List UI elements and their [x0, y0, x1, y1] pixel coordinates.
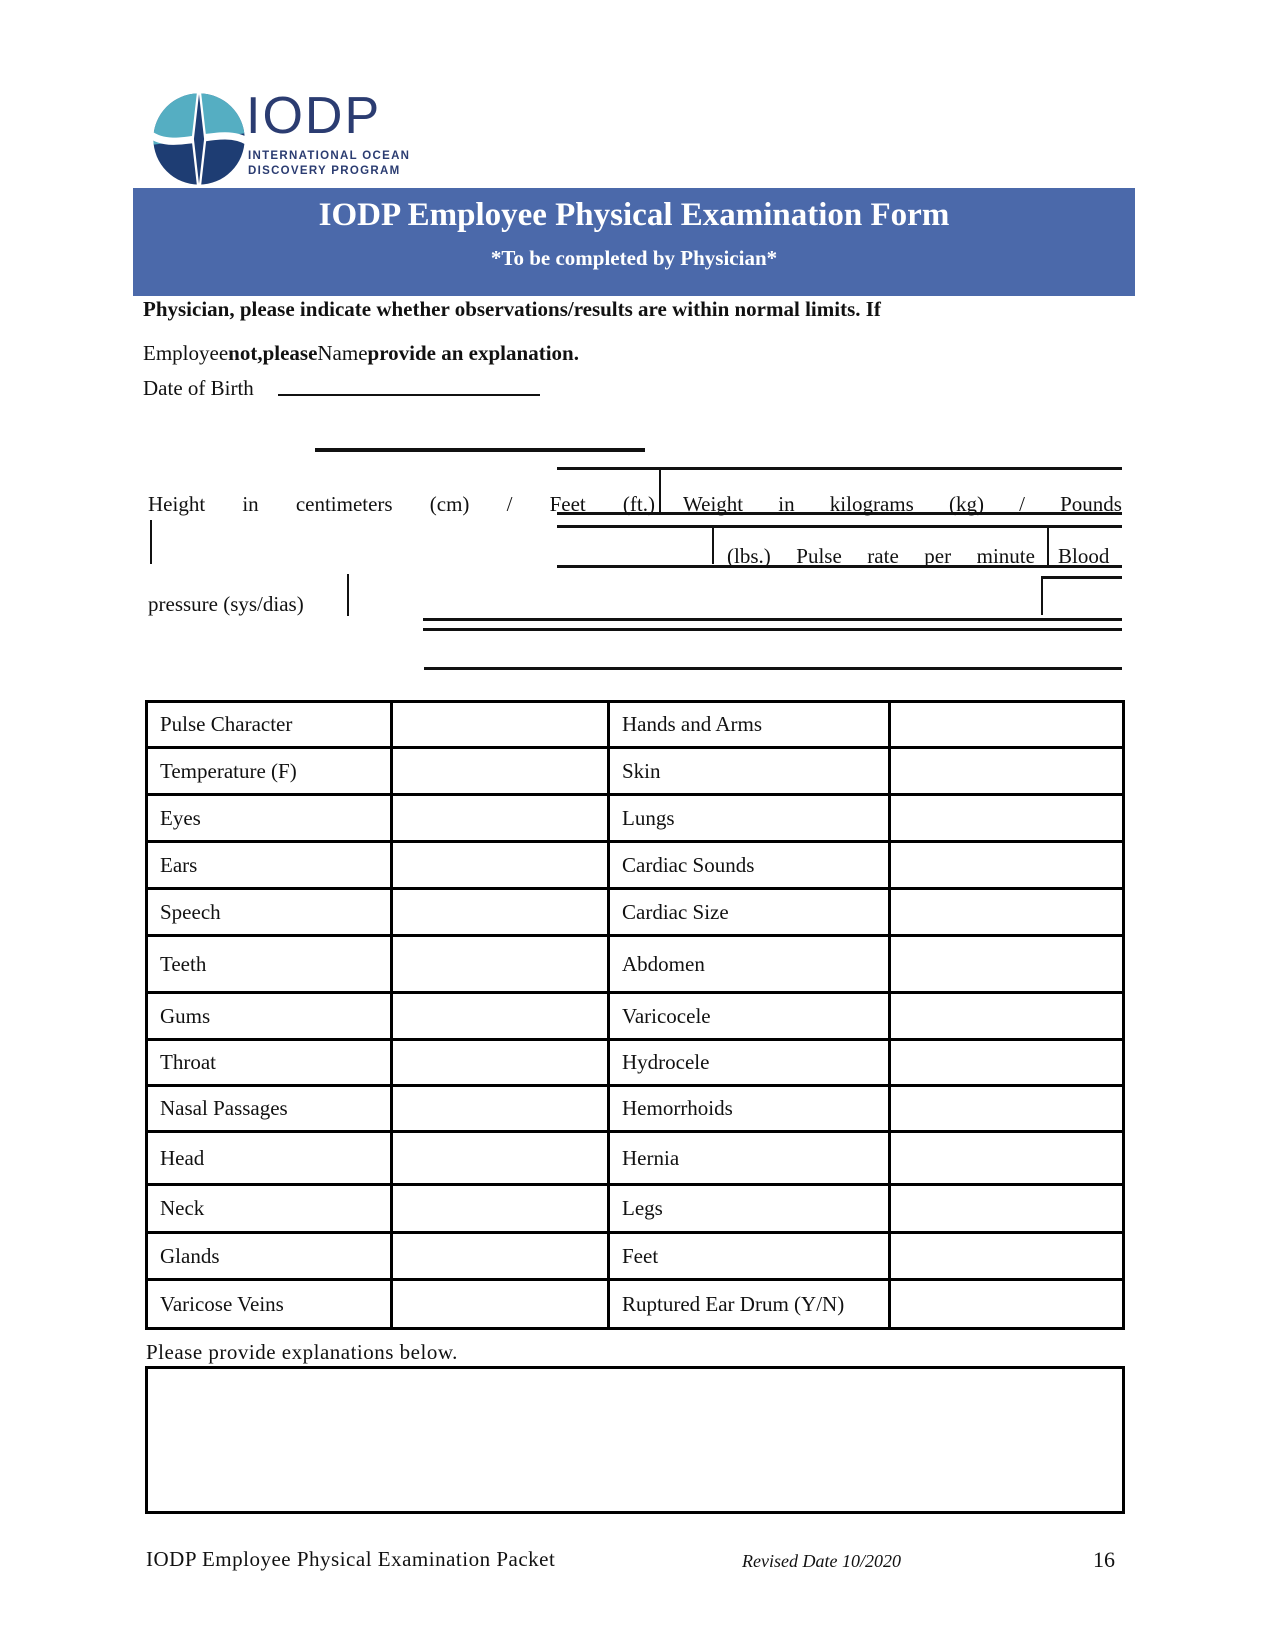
explanations-caption: Please provide explanations below. [146, 1340, 458, 1364]
rule-above-table [424, 667, 1122, 670]
exam-value-cell [393, 1041, 610, 1087]
exam-label-cell: Lungs [610, 796, 891, 843]
divider-minute-blood [1047, 526, 1049, 568]
exam-label-cell: Glands [148, 1234, 393, 1281]
word-rate: rate [867, 544, 899, 568]
exam-label-cell: Hemorrhoids [610, 1087, 891, 1133]
exam-label-cell: Nasal Passages [148, 1087, 393, 1133]
word-kg: (kg) [948, 492, 984, 516]
footer-revised-date: Revised Date 10/2020 [742, 1551, 901, 1571]
divider-blood-cell [1041, 577, 1043, 615]
examination-table [145, 700, 1125, 1330]
exam-label-cell: Neck [148, 1186, 393, 1234]
exam-label-cell: Gums [148, 994, 393, 1041]
exam-value-cell [891, 749, 1125, 796]
pulse-label-row [727, 544, 1035, 569]
exam-value-cell [393, 1234, 610, 1281]
word-slash2: / [1019, 492, 1025, 516]
exam-value-cell [891, 1281, 1125, 1327]
physician-instruction-line2 [143, 341, 579, 366]
word-weight: Weight [683, 492, 744, 516]
exam-value-cell [393, 749, 610, 796]
divider-pressure [347, 574, 349, 616]
exam-value-cell [393, 796, 610, 843]
intro-seg-notplease: not,please [228, 341, 318, 365]
exam-label-cell: Cardiac Size [610, 890, 891, 937]
exam-value-cell [393, 937, 610, 994]
word-minute: minute [976, 544, 1035, 568]
exam-value-cell [891, 1186, 1125, 1234]
exam-value-cell [891, 843, 1125, 890]
divider-feet-weight [659, 468, 661, 513]
exam-value-cell [891, 1041, 1125, 1087]
intro-seg-explanation: provide an explanation. [367, 341, 579, 365]
exam-value-cell [393, 1281, 610, 1327]
explanations-box [145, 1366, 1125, 1514]
exam-label-cell: Pulse Character [148, 703, 393, 749]
intro-seg-name: Name [317, 341, 368, 365]
form-header-banner [133, 188, 1135, 296]
double-rule-lower [423, 628, 1122, 631]
word-centimeters: centimeters [295, 492, 393, 516]
exam-label-cell: Skin [610, 749, 891, 796]
intro-seg-employee: Employee [143, 341, 229, 365]
height-label-row [148, 492, 655, 517]
physician-instruction-line1: Physician, please indicate whether observations/results are within normal limits. If [143, 297, 881, 321]
exam-label-cell: Varicose Veins [148, 1281, 393, 1327]
weight-label-row [683, 492, 1122, 517]
iodp-logo-icon [147, 84, 251, 194]
exam-value-cell [393, 1133, 610, 1186]
exam-label-cell: Hydrocele [610, 1041, 891, 1087]
iodp-logo-wordmark: IODP [246, 87, 382, 145]
divider-lbs-left [712, 526, 714, 564]
word-kilograms: kilograms [829, 492, 914, 516]
exam-label-cell: Hands and Arms [610, 703, 891, 749]
word-ft: (ft.) [622, 492, 655, 516]
exam-value-cell [891, 937, 1125, 994]
exam-label-cell: Throat [148, 1041, 393, 1087]
exam-label-cell: Cardiac Sounds [610, 843, 891, 890]
exam-label-cell: Teeth [148, 937, 393, 994]
exam-value-cell [891, 890, 1125, 937]
exam-label-cell: Feet [610, 1234, 891, 1281]
rule-mid [557, 525, 1122, 528]
word-pulse: Pulse [796, 544, 842, 568]
exam-label-cell: Eyes [148, 796, 393, 843]
exam-label-cell: Hernia [610, 1133, 891, 1186]
word-feet: Feet [549, 492, 586, 516]
exam-value-cell [891, 994, 1125, 1041]
word-lbs: (lbs.) [727, 544, 771, 568]
logo-subtitle-line2: DISCOVERY PROGRAM [248, 165, 401, 177]
rule-top [557, 467, 1122, 470]
pressure-label: pressure (sys/dias) [148, 592, 304, 616]
date-of-birth-blank-line [278, 394, 540, 396]
form-title: IODP Employee Physical Examination Form [318, 197, 950, 233]
word-height: Height [148, 492, 206, 516]
word-pounds: Pounds [1060, 492, 1122, 516]
word-cm: (cm) [429, 492, 470, 516]
exam-value-cell [891, 1133, 1125, 1186]
exam-label-cell: Ears [148, 843, 393, 890]
exam-value-cell [393, 703, 610, 749]
exam-value-cell [393, 890, 610, 937]
word-in: in [242, 492, 259, 516]
date-of-birth-label: Date of Birth [143, 376, 254, 400]
exam-value-cell [891, 1087, 1125, 1133]
blank-line-name [315, 448, 645, 452]
form-subtitle: *To be completed by Physician* [490, 246, 778, 270]
word-in2: in [778, 492, 795, 516]
exam-label-cell: Ruptured Ear Drum (Y/N) [610, 1281, 891, 1327]
exam-label-cell: Abdomen [610, 937, 891, 994]
word-per: per [924, 544, 952, 568]
exam-value-cell [393, 1186, 610, 1234]
logo-subtitle-line1: INTERNATIONAL OCEAN [248, 150, 411, 162]
exam-value-cell [393, 994, 610, 1041]
exam-label-cell: Speech [148, 890, 393, 937]
rule-blood-cell-top [1041, 576, 1122, 579]
exam-value-cell [393, 1087, 610, 1133]
exam-label-cell: Legs [610, 1186, 891, 1234]
exam-label-cell: Temperature (F) [148, 749, 393, 796]
exam-label-cell: Head [148, 1133, 393, 1186]
exam-value-cell [891, 796, 1125, 843]
divider-height-left [150, 520, 152, 564]
blood-label: Blood [1058, 544, 1110, 568]
double-rule-upper [423, 618, 1122, 621]
exam-value-cell [393, 843, 610, 890]
footer-page-number: 16 [1093, 1547, 1115, 1572]
footer-document-title: IODP Employee Physical Examination Packet [146, 1547, 556, 1571]
word-slash: / [506, 492, 513, 516]
exam-value-cell [891, 703, 1125, 749]
exam-value-cell [891, 1234, 1125, 1281]
exam-label-cell: Varicocele [610, 994, 891, 1041]
